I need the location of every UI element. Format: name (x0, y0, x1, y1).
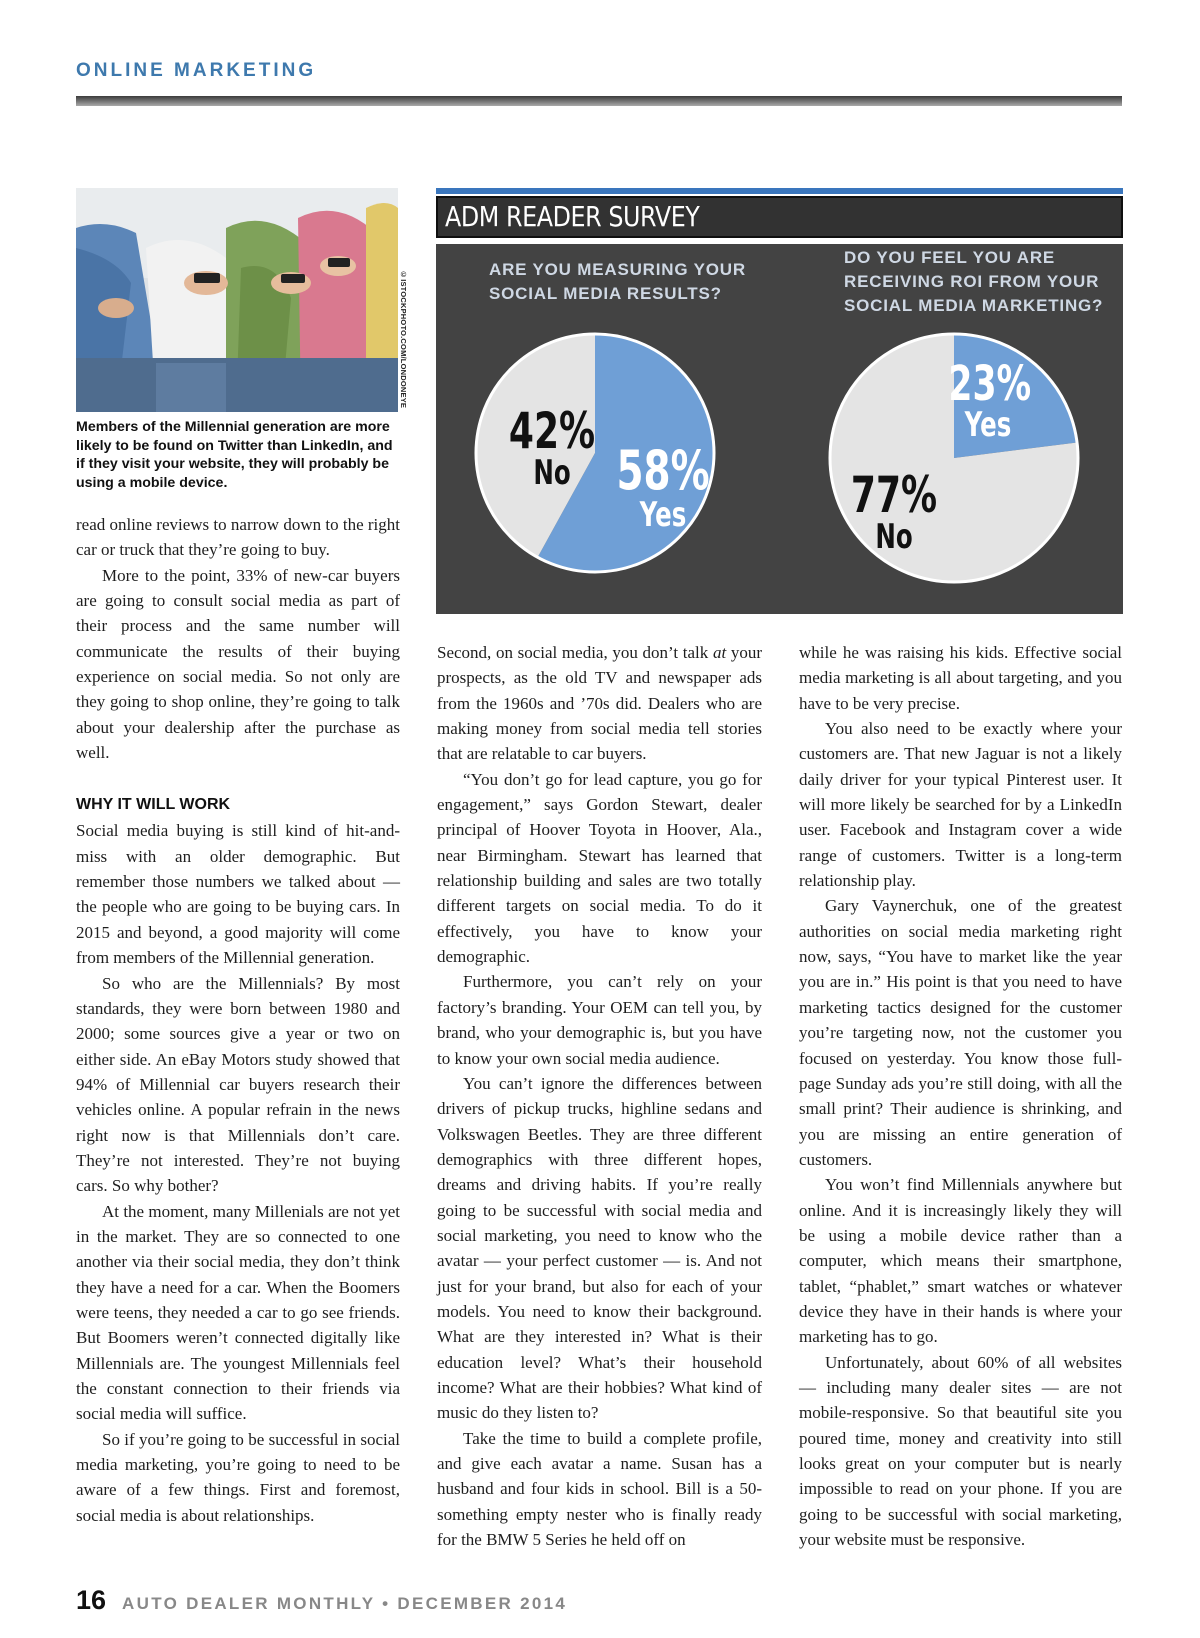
reader-survey (436, 188, 1123, 614)
col2-paragraph-1 (437, 640, 762, 767)
pie2-yes-label (948, 356, 1032, 445)
pie1-yes-label (616, 439, 710, 535)
col2-paragraph-3: Furthermore, you can’t rely on your factory’s branding. Your OEM can tell you, by brand, who your demographic is, but you have to know your own social media audience. (437, 972, 762, 1068)
pie2-no-label (850, 466, 938, 557)
col1-paragraph-1: read online reviews to narrow down to the right car or truck that they’re going to buy. (76, 515, 400, 560)
col3-paragraph-1: while he was raising his kids. Effective social media marketing is all about targeting, and you have to be very precise. (799, 643, 1122, 713)
article-column-2 (437, 640, 762, 1552)
col3-paragraph-3: Gary Vaynerchuk, one of the greatest authorities on social media marketing right now, says, “You have to market like the year you are in.” His point is that you need to have marketing tactics designed for the customer you’re targeting now, not the customer you focused on yesterday. You know those full-page Sunday ads you’re still doing, with all the small print? Their audience is shrinking, and you are missing an entire generation of customers. (799, 896, 1122, 1169)
pie1-no-percent: 42% (508, 402, 596, 460)
photo-caption: Members of the Millennial generation are more likely to be found on Twitter than LinkedIn, and if they visit your website, they will probably be using a mobile device. (76, 419, 393, 491)
survey-panel (436, 244, 1123, 614)
col1-paragraph-3: Social media buying is still kind of hit-and-miss with an older demographic. But remember those numbers we talked about — the people who are going to be buying cars. In 2015 and beyond, a good majority will come from members of the Millennial generation. (76, 821, 400, 968)
pie2-no-text: No (875, 517, 913, 557)
col2-paragraph-4: You can’t ignore the differences between drivers of pickup trucks, highline sedans and Volkswagen Beetles. They are three different demographics with three different hopes, dreams and driving habits. If you’re really going to be successful with social media and social marketing, you need to know who the avatar — your perfect customer — is. And not just for your brand, but also for each of your models. You need to know their background. What are they interested in? What is their education level? What’s their household income? What are their hobbies? What kind of music do they listen to? (437, 1073, 762, 1423)
col1-paragraph-6: So if you’re going to be successful in social media marketing, you’re going to need to be aware of a few things. First and foremost, social media is about relationships. (76, 1429, 400, 1525)
section-label: ONLINE MARKETING (76, 60, 317, 81)
section-heading: WHY IT WILL WORK (76, 796, 231, 814)
survey-accent-bar (436, 188, 1123, 194)
pie2-no-percent: 77% (850, 466, 938, 524)
millennials-photo (76, 188, 398, 412)
survey-title: ADM READER SURVEY (445, 200, 700, 233)
pie2-yes-percent: 23% (948, 356, 1032, 412)
pie1-question: ARE YOU MEASURING YOUR SOCIAL MEDIA RESULTS? (489, 260, 746, 303)
col1-paragraph-5: At the moment, many Millenials are not yet in the market. They are so connected to one another via their social media, they don’t think they have a need for a car. When the Boomers were teens, they needed a car to go see friends. But Boomers weren’t connected digitally like Millennials are. The youngest Millennials feel the constant connection to their friends via social media will suffice. (76, 1201, 400, 1424)
header-rule (76, 96, 1122, 106)
col1-paragraph-4: So who are the Millennials? By most standards, they were born between 1980 and 2000; some sources give a year or two on either side. An eBay Motors study showed that 94% of Millennial car buyers research their vehicles online. A popular refrain in the news right now is that Millennials don’t care. They’re not interested. They’re not buying cars. So why bother? (76, 973, 400, 1196)
photo-illustration (76, 188, 398, 412)
article-column-3 (799, 640, 1122, 1552)
page-number: 16 (76, 1585, 107, 1615)
survey-title-bar (436, 196, 1123, 238)
pie1-no-label (508, 402, 596, 493)
col2-p1-end: your prospects, as the old TV and newspaper ads from the 1960s and ’70s did. Dealers who are making money from social media tell stories that are relatable to car buyers. (437, 643, 762, 764)
pie2-question: DO YOU FEEL YOU ARE RECEIVING ROI FROM YOUR SOCIAL MEDIA MARKETING? (844, 248, 1104, 315)
pie1-no-text: No (533, 453, 571, 493)
pie1-yes-text: Yes (639, 495, 687, 535)
col3-paragraph-4: You won’t find Millennials anywhere but online. And it is increasingly likely they will be using a mobile device rather than a computer, which means their smartphone, tablet, “phablet,” smart watches or whatever device they have in their hands is where your marketing has to go. (799, 1175, 1122, 1347)
pie1-yes-percent: 58% (616, 439, 710, 502)
article-column-1 (76, 512, 400, 1528)
col1-paragraph-2: More to the point, 33% of new-car buyers are going to consult social media as part of their process and the same number will communicate the results of their buying experience on social media. So not only are they going to shop online, they’re going to talk about your dealership after the purchase as well. (76, 565, 400, 763)
col2-paragraph-2: “You don’t go for lead capture, you go for engagement,” says Gordon Stewart, dealer principal of Hoover Toyota in Hoover, Ala., near Birmingham. Stewart has learned that relationship building and sales are two totally different targets on social media. To do it effectively, you have to know your demographic. (437, 769, 762, 967)
col3-paragraph-5: Unfortunately, about 60% of all websites — including many dealer sites — are not mobile-responsive. So that beautiful site you poured time, money and creativity into still looks great on your computer but is nearly impossible to read on your phone. If you are going to be successful with social marketing, your website must be responsive. (799, 1352, 1122, 1550)
photo-credit: ©ISTOCKPHOTO.COM/LONDONEYE (399, 270, 408, 409)
col2-p1-start: Second, on social media, you don’t talk (437, 643, 713, 662)
col2-paragraph-5: Take the time to build a complete profile, and give each avatar a name. Susan has a husband and four kids in school. Bill is a 50-something empty nester who is finally ready for the BMW 5 Series he held off on (437, 1428, 762, 1550)
col3-paragraph-2: You also need to be exactly where your customers are. That new Jaguar is not a likely daily driver for your typical Pinterest user. It will more likely be searched for by a LinkedIn user. Facebook and Instagram cover a wide range of customers. Twitter is a long-term relationship play. (799, 719, 1122, 891)
pie2-yes-text: Yes (964, 405, 1012, 445)
publication-info: AUTO DEALER MONTHLY • DECEMBER 2014 (122, 1594, 568, 1613)
col2-p1-emphasis: at (712, 643, 727, 662)
page-footer (76, 1585, 567, 1616)
